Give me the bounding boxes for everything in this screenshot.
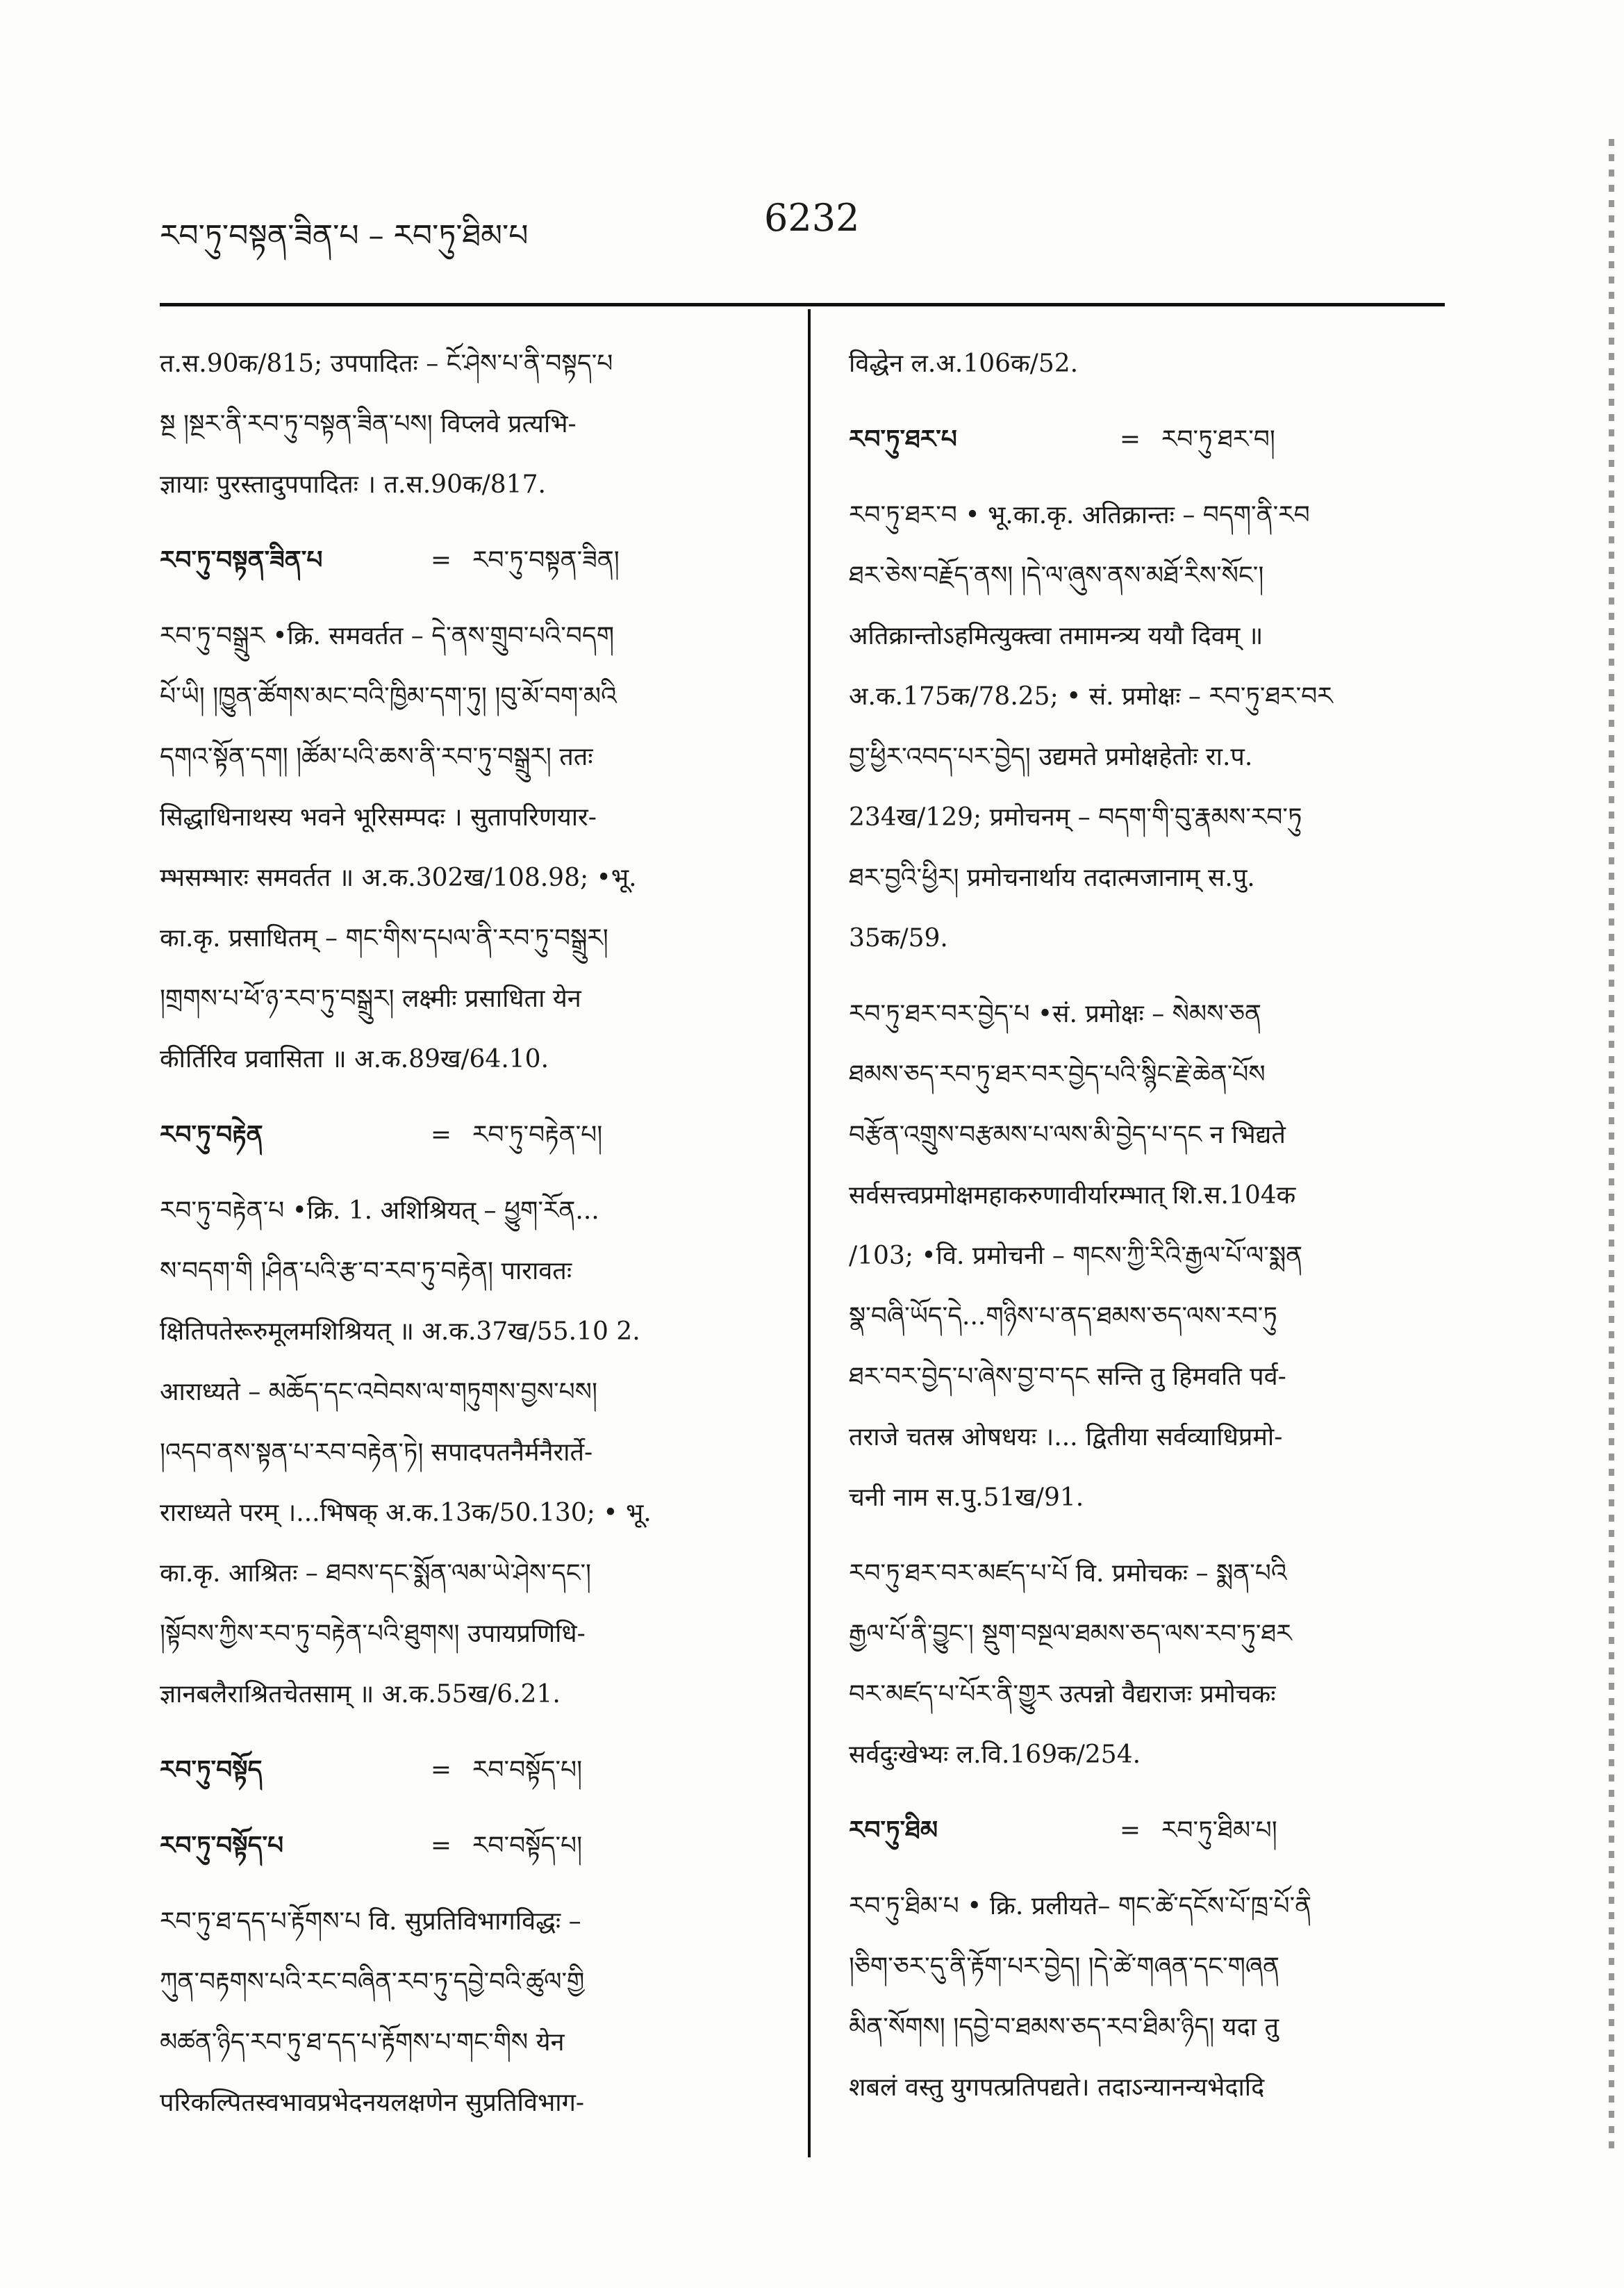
entry-line: आराध्यते – མཆོད་དང་འབེབས་ལ་གཏུགས་བྱས་པས། xyxy=(160,1378,597,1406)
running-head: རབ་ཏུ་བསྟན་ཟིན་པ – རབ་ཏུ་ཐིམ་པ xyxy=(160,218,529,254)
entry-line: བརྩོན་འགྲུས་བརྩམས་པ་ལས་མི་བྱེད་པ་དང न भिद्यते xyxy=(849,1121,1286,1149)
entry-line: कीर्तिरिव प्रवासिता ॥ अ.क.89ख/64.10. xyxy=(160,1045,549,1073)
cross-reference-target: རབ་ཏུ་བརྟེན་པ། xyxy=(472,1121,603,1149)
entry-headword: རབ་ཏུ་བསྟོད་པ xyxy=(160,1831,284,1860)
dictionary-entry xyxy=(849,1876,1474,2118)
equals-sign: = xyxy=(430,1756,452,1784)
entry-line: शबलं वस्तु युगपत्प्रतिपद्यते। तदाऽन्यानन्यभेदादि xyxy=(849,2073,1265,2102)
entry-line: म्भसम्भारः समवर्तत ॥ अ.क.302ख/108.98; •भू. xyxy=(160,864,637,892)
entry-headword: རབ་ཏུ་ཐིམ xyxy=(849,1816,938,1845)
page-header xyxy=(160,196,1452,254)
equals-sign: = xyxy=(1119,425,1141,454)
entry-headword: རབ་ཏུ་བསྟན་ཟིན་པ xyxy=(160,545,323,575)
cross-reference-entry xyxy=(849,409,1474,470)
entry-line: 234ख/129; प्रमोचनम् – བདག་གི་བུ་རྣམས་རབ་ཏུ xyxy=(849,803,1302,832)
entry-line: རབ་ཏུ་བསྒྲུར •क्रि. समवर्तत – དེ་ནས་གྲུབ་པའི་བདག xyxy=(160,622,615,650)
entry-line: सर्वसत्त्वप्रमोक्षमहाकरुणावीर्यारम्भात् शि.स.104क xyxy=(849,1181,1296,1210)
dictionary-entry xyxy=(160,606,785,1089)
equals-sign: = xyxy=(430,546,452,575)
entry-line: ज्ञायाः पुरस्तादुपपादितः । त.स.90क/817. xyxy=(160,470,546,499)
entry-line: विद्धेन ल.अ.106क/52. xyxy=(849,349,1079,378)
dictionary-entry xyxy=(849,485,1474,969)
entry-line: राराध्यते परम् ।...भिषक् अ.क.13क/50.130; • भू. xyxy=(160,1499,652,1527)
entry-line: །འདབ་ནས་སྟན་པ་རབ་བརྟེན་ཏེ། सपादपतनैर्मनैरार्ते- xyxy=(160,1438,593,1467)
entry-line: क्षितिपतेरूरुमूलमशिश्रियत् ॥ अ.क.37ख/55.10 2. xyxy=(160,1317,640,1346)
entry-line: རབ་ཏུ་ཐར་བ • भू.का.कृ. अतिक्रान्तः – བདག་ནི་རབ xyxy=(849,501,1310,529)
equals-sign: = xyxy=(1119,1816,1141,1845)
entry-line: सर्वदुःखेभ्यः ल.वि.169क/254. xyxy=(849,1740,1141,1769)
cross-reference-entry xyxy=(160,1816,785,1876)
entry-line: का.कृ. प्रसाधितम् – གང་གིས་དཔལ་ནི་རབ་ཏུ་བསྒྲུར། xyxy=(160,924,608,953)
entry-line: བྱ་ཕྱིར་འབད་པར་བྱེད། उद्यमते प्रमोक्षहेतोः रा.प. xyxy=(849,743,1253,771)
entry-line: རབ་ཏུ་ཐར་བར་བྱེད་པ •सं. प्रमोक्षः – སེམས་ཅན xyxy=(849,1000,1261,1028)
entry-line: का.कृ. आश्रितः – ཐབས་དང་སྨོན་ལམ་ཡེ་ཤེས་དང་། xyxy=(160,1559,592,1588)
entry-line: བར་མཛད་པ་པོར་ནི་གྱུར उत्पन्नो वैद्यराजः प्रमोचकः xyxy=(849,1680,1276,1709)
entry-line: ཐར་བར་བྱེད་པ་ཞེས་བྱ་བ་དང सन्ति तु हिमवति पर्व- xyxy=(849,1363,1286,1391)
dictionary-entry xyxy=(160,1105,785,1165)
entry-line: པོ་ཡི། །ཁྱུན་ཚོགས་མང་བའི་ཁྱིམ་དག་ཏུ། །བུ་མོ་བག་མའི xyxy=(160,682,617,711)
entry-line: ཐམས་ཅད་རབ་ཏུ་ཐར་བར་བྱེད་པའི་སྙིང་རྗེ་ཆེན་པོས xyxy=(849,1060,1266,1089)
equals-sign: = xyxy=(430,1121,452,1149)
cross-reference-target: རབ་ཏུ་བསྟན་ཟིན། xyxy=(472,546,620,575)
entry-headword: རབ་ཏུ་བསྟོད xyxy=(160,1755,263,1784)
entry-line: तराजे चतस्र ओषधयः ।... द्वितीया सर्वव्याधिप्रमो- xyxy=(849,1423,1283,1451)
dictionary-entry xyxy=(160,1816,785,1876)
entry-line: अ.क.175क/78.25; • सं. प्रमोक्षः – རབ་ཏུ་ཐར་བར xyxy=(849,682,1333,711)
dictionary-entry xyxy=(849,409,1474,470)
dictionary-entry xyxy=(849,1800,1474,1861)
entry-line: 35क/59. xyxy=(849,924,948,953)
entry-headword: རབ་ཏུ་བརྟེན xyxy=(160,1120,263,1149)
dictionary-entry xyxy=(160,1740,785,1800)
entry-line: །ཅིག་ཅར་དུ་ནི་རྟོག་པར་བྱེད། །དེ་ཚེ་གཞན་དང་གཞན xyxy=(849,1952,1280,1981)
entry-line: མིན་སོགས། །དབྱེ་བ་ཐམས་ཅད་རབ་ཐིམ་ཉིད། यदा तु xyxy=(849,2013,1279,2041)
entry-line: ཀུན་བརྟགས་པའི་རང་བཞིན་རབ་ཏུ་དབྱེ་བའི་ཚུལ་གྱི xyxy=(160,1968,585,1996)
entry-line: /103; •वि. प्रमोचनी – གངས་ཀྱི་རིའི་རྒྱལ་པོ་ལ་སྨན xyxy=(849,1242,1303,1270)
dictionary-entry xyxy=(160,1891,785,2133)
cross-reference-entry xyxy=(160,1105,785,1165)
cross-reference-entry xyxy=(160,1740,785,1800)
equals-sign: = xyxy=(430,1832,452,1860)
dictionary-entry xyxy=(160,1180,785,1725)
cross-reference-entry xyxy=(160,530,785,591)
cross-reference-target: རབ་ཏུ་ཐིམ་པ། xyxy=(1161,1816,1277,1845)
entry-line: རབ་ཏུ་ཐར་བར་མཛད་པ་པོ वि. प्रमोचकः – སྨན་པའི xyxy=(849,1559,1287,1588)
binding-edge xyxy=(1609,139,1614,2154)
entry-line: त.स.90क/815; उपपादितः – ངོ་ཤེས་པ་ནི་བསྟད་པ xyxy=(160,349,613,378)
entry-line: མཚན་ཉིད་རབ་ཏུ་ཐ་དད་པ་རྟོགས་པ་གང་གིས येन xyxy=(160,2028,565,2057)
cross-reference-target: རབ་བསྟོད་པ། xyxy=(472,1832,583,1860)
page-number: 6232 xyxy=(764,196,860,240)
entry-line: अतिक्रान्तोऽहमित्युक्त्वा तमामन्त्र्य ययौ दिवम् ॥ xyxy=(849,622,1263,650)
entry-line: ཐར་ཅེས་བརྗོད་ནས། །དེ་ལ་ཞུས་ནས་མཐོ་རིས་སོང་། xyxy=(849,561,1264,590)
dictionary-entry xyxy=(160,334,785,515)
entry-line: परिकल्पितस्वभावप्रभेदनयलक्षणेन सुप्रतिविभाग- xyxy=(160,2089,585,2117)
entry-line: ས་བདག་གི །ཤིན་པའི་རྩ་བ་རབ་ཏུ་བརྟེན། पारावतः xyxy=(160,1257,572,1285)
entry-line: སྔ །སྔར་ནི་རབ་ཏུ་བསྟན་ཟིན་པས། विप्लवे प्रत्यभि- xyxy=(160,410,577,438)
entry-line: རབ་ཏུ་ཐ་དད་པ་རྟོགས་པ वि. सुप्रतिविभागविद्धः – xyxy=(160,1907,581,1936)
entry-line: चनी नाम स.पु.51ख/91. xyxy=(849,1483,1084,1512)
cross-reference-entry xyxy=(849,1800,1474,1861)
left-column xyxy=(160,334,785,2148)
entry-line: དགའ་སྟོན་དག། །ཚོམ་པའི་ཆས་ནི་རབ་ཏུ་བསྒྲུར། ततः xyxy=(160,743,593,771)
column-divider xyxy=(808,309,811,2157)
cross-reference-target: རབ་ཏུ་ཐར་བ། xyxy=(1161,425,1275,454)
right-column xyxy=(849,334,1474,2133)
dictionary-entry xyxy=(849,1543,1474,1785)
entry-line: सिद्धाधिनाथस्य भवने भूरिसम्पदः । सुतापरिणयार- xyxy=(160,803,597,832)
entry-line: ཐར་བྱའི་ཕྱིར། प्रमोचनार्थाय तदात्मजानाम् स.पु. xyxy=(849,864,1255,892)
header-rule xyxy=(160,303,1445,306)
entry-line: །གྲགས་པ་ཕོ་ཉ་རབ་ཏུ་བསྒྲུར། लक्ष्मीः प्रसाधिता येन xyxy=(160,985,581,1013)
entry-line: ज्ञानबलैराश्रितचेतसाम् ॥ अ.क.55ख/6.21. xyxy=(160,1680,561,1709)
entry-line: རྒྱལ་པོ་ནི་བྱུང་། སྡུག་བསྔལ་ཐམས་ཅད་ལས་རབ་ཏུ་ཐར xyxy=(849,1620,1292,1648)
entry-line: སྣ་བཞི་ཡོད་དེ...གཉིས་པ་ནད་ཐམས་ཅད་ལས་རབ་ཏུ xyxy=(849,1302,1277,1331)
dictionary-entry xyxy=(160,530,785,591)
entry-line: །སྟོབས་ཀྱིས་རབ་ཏུ་བརྟེན་པའི་ཐུགས། उपायप्रणिधि- xyxy=(160,1620,586,1648)
cross-reference-target: རབ་བསྟོད་པ། xyxy=(472,1756,583,1784)
entry-line: རབ་ཏུ་བརྟེན་པ •क्रि. 1. अशिश्रियत् – ཕྱུག་རོན... xyxy=(160,1196,599,1225)
dictionary-entry xyxy=(849,334,1474,394)
dictionary-entry xyxy=(849,984,1474,1528)
entry-line: རབ་ཏུ་ཐིམ་པ • क्रि. प्रलीयते– གང་ཚེ་དངོས་པོ་ཁྲ་པོ་ནི xyxy=(849,1892,1312,1920)
entry-headword: རབ་ཏུ་ཐར་པ xyxy=(849,425,957,454)
